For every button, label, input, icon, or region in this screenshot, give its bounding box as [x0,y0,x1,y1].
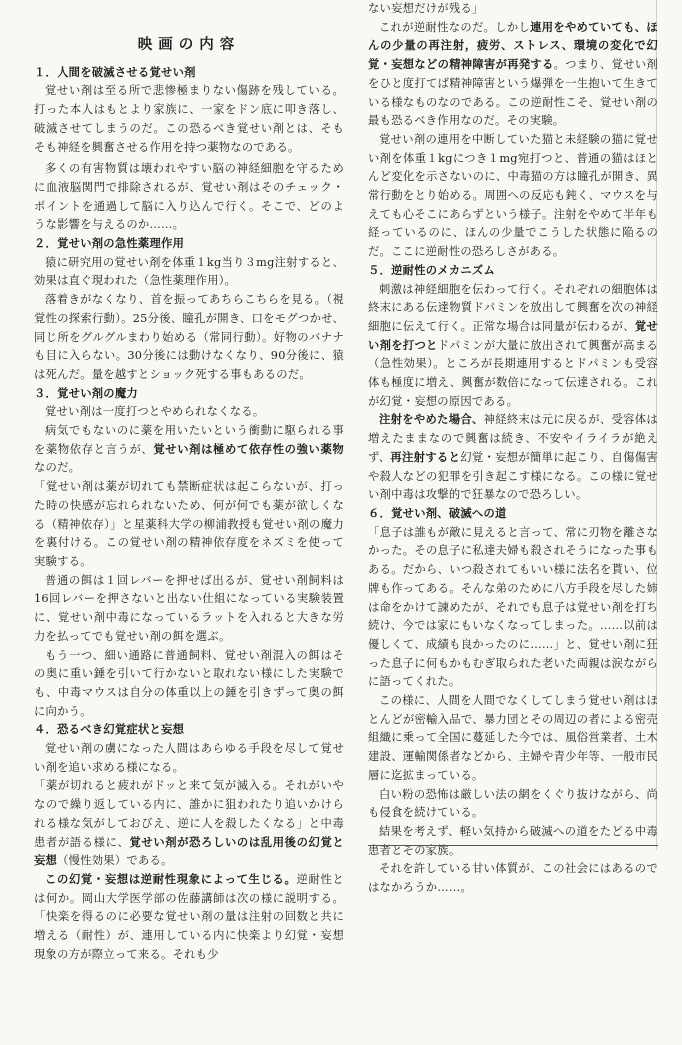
body-paragraph [368,411,658,505]
section-heading: ３．覚せい剤の魔力 [34,386,138,400]
section-heading: ５．逆耐性のメカニズム [368,263,496,277]
emphasis-text: 連用をやめていても、ほんの少量の再注射，疲労、ストレス、環境の変化で幻覚・妄想などの精神障害が再発する [368,20,658,72]
text-run: （慢性効果）である。 [57,854,173,868]
section-heading: ２．覚せい剤の急性薬理作用 [34,237,185,251]
text-run: ドパミンが大量に放出されて興奮が高まる（急性効果）。ところが長期連用するとドパミンも受容体も極度に増え、興奮が数倍になって伝達される。これが幻覚・妄想の原因である。 [368,338,658,408]
text-run: 。つまり、覚せい剤をひと度打てば精神障害という爆弾を一生抱いて生きている様なものなのである。この逆耐性こそ、覚せい剤の最も恐るべき作用なのだ。その実験。 [368,58,658,128]
text-run: これが逆耐性なのだ。しかし [379,20,531,34]
page-title: 映画の内容 [137,36,241,53]
body-paragraph: ない妄想だけが残る」 [368,2,484,15]
body-paragraph: もう一つ、細い通路に普通飼料、覚せい剤混入の餌はその奥に重い錘を引いて行かないと取れない様にした実験でも、中毒マウスは自分の体重以上の錘を引きずって奥の餌に向かう。 [34,648,344,718]
text-run: 病気でもないのに薬を用いたいという衝動に駆られる事を薬物依存と言うが、 [34,424,344,456]
body-paragraph [34,871,344,965]
emphasis-text: 再注射すると [390,450,461,464]
body-paragraph [34,422,344,478]
body-paragraph: 結果を考えず、軽い気持から破滅への道をたどる中毒患者とその家族。 [368,824,658,857]
body-paragraph: 覚せい剤の連用を中断していた猫と未経験の猫に覚せい剤を体重１kgにつき１mg宛打つと、普通の猫はほとんど変化を示さないのに、中毒猫の方は瞳孔が開き、異常行動をとり始める。周囲への反応も鈍く、マウスを与えても心そこにあらずという様子。注射をやめて半年も経っているのに、ほんの少量でこうした状態に陥るのだ。ここに逆耐性の恐ろしさがある。 [368,132,658,259]
text-run: 逆耐性とは何か。岡山大学医学部の佐藤講師は次の様に説明する。「快楽を得るのに必要な覚せい剤の量は注射の回数と共に増える（耐性）が、連用している内に快楽より幻覚・妄想現象の方が際立って来る。それも少 [34,872,344,961]
body-paragraph: 覚せい剤は一度打つとやめられなくなる。 [45,405,265,419]
text-run: 神経終末は元に戻るが、受容体は増えたままなので興奮は続き、不安やイライラが絶えず、 [368,413,658,464]
quote-paragraph [34,777,344,871]
quote-paragraph: 「息子は誰もが敵に見えると言って、常に刃物を離さなかった。その息子に私達夫婦も殺されそうになった事もある。だから、いつ殺されてもいい様に法名を貰い、位牌も作ってある。そんな弟のために八方手段を尽した姉は命をかけて諫めたが、それでも息子は覚せい剤を打ち続け、今では家にもいなくなってしまった。……以前は優しくて、成績も良かったのに……」と、覚せい剤に狂った息子に何もかもむぎ取られた老いた両親は涙ながらに語ってくれた。 [368,525,658,689]
emphasis-text: 覚せい剤は極めて依存性の強い薬物 [153,442,344,456]
text-run: 「薬が切れると疲れがドッと来て気が滅入る。それがいやなので繰り返している内に、誰かに狙われたり追いかけられる様な気がしておびえ、逆に人を殺したくなる」と中毒患者が語る様に、 [34,779,344,849]
body-paragraph: この様に、人間を人間でなくしてしまう覚せい剤はほとんどが密輸入品で、暴力団とその周辺の者による密売組織に乗って全国に蔓延した今では、風俗営業者、土木建設、運輸関係者などから、主婦や青少年等、一般市民層に迄拡まっている。 [368,694,658,782]
text-run: 幻覚・妄想が簡単に起こり、自傷傷害や殺人などの犯罪を引き起こす様になる。この様に覚せい剤中毒は攻撃的で狂暴なので恐ろしい。 [368,450,658,502]
text-run: 刺激は神経細胞を伝わって行く。それぞれの細胞体は終末にある伝達物質ドパミンを放出して興奮を次の神経細胞に伝えて行く。正常な場合は同量が伝わるが、 [368,282,658,333]
emphasis-text: 注射をやめた場合、 [379,413,484,427]
body-paragraph: 猿に研究用の覚せい剤を体重１kg当り３mg注射すると、効果は直ぐ現われた（急性薬理作用）。 [34,255,344,288]
body-paragraph [368,281,658,412]
emphasis-text: この幻覚・妄想は逆耐性現象によって生じる。 [45,872,297,886]
emphasis-text: 覚せい剤を打つと [368,319,658,352]
body-paragraph: 白い粉の恐怖は厳しい法の網をくぐり抜けながら、尚も侵食を続けている。 [368,787,658,820]
section-heading: ６．覚せい剤、破滅への道 [368,506,507,520]
text-run: なのだ。 [34,461,81,475]
body-paragraph: それを許している甘い体質が、この社会にはあるのではなかろうか……。 [368,862,658,895]
body-paragraph: 覚せい剤は至る所で悲惨極まりない傷跡を残している。打った本人はもとより家族に、一家をドン底に叩き落し、破滅させてしまうのだ。この恐るべき覚せい剤とは、そもそも神経を興奮させる作用を持つ薬物なのである。 [34,84,344,154]
emphasis-text: 覚せい剤が恐ろしいのは乱用後の幻覚と妄想 [34,835,344,868]
body-paragraph: 普通の餌は１回レバーを押せば出るが、覚せい剤飼料は16回レバーを押さないと出ない仕組になっている実験装置に、覚せい剤中毒になっているラットを入れると大きな労力を払ってでも覚せい剤の餌を選ぶ。 [34,573,344,643]
body-paragraph: 落着きがなくなり、首を振ってあちらこちらを見る。（視覚性の探索行動）。25分後、瞳孔が開き、口をモグつかせ、同じ所をグルグルまわり始める（常同行動）。好物のバナナも目に入らない。30分後には動けなくなり、90分後に、猿は死んだ。量を越すとショック死する事もあるのだ。 [34,293,344,381]
right-column [368,0,658,898]
quote-paragraph: 「覚せい剤は薬が切れても禁断症状は起こらないが、打った時の快感が忘れられないため、何が何でも薬が欲しくなる（精神依存）」と星薬科大学の柳浦教授も覚せい剤の魔力を裏付ける。この覚せい剤の精神依存度をネズミを使って実験する。 [34,480,344,568]
section-heading: １．人間を破滅させる覚せい剤 [34,65,196,79]
left-column [34,36,344,964]
end-rule [368,845,658,846]
section-heading: ４．恐るべき幻覚症状と妄想 [34,723,185,737]
body-paragraph: 多くの有害物質は壊われやすい脳の神経細胞を守るために血液脳関門で排除されるが、覚せい剤はそのチェック・ポイントを通過して脳に入り込んで行く。そこで、どのような影響を与えるのか……。 [34,162,344,232]
body-paragraph: 覚せい剤の虜になった人間はあらゆる手段を尽して覚せい剤を追い求める様になる。 [34,742,344,774]
body-paragraph [368,19,658,131]
